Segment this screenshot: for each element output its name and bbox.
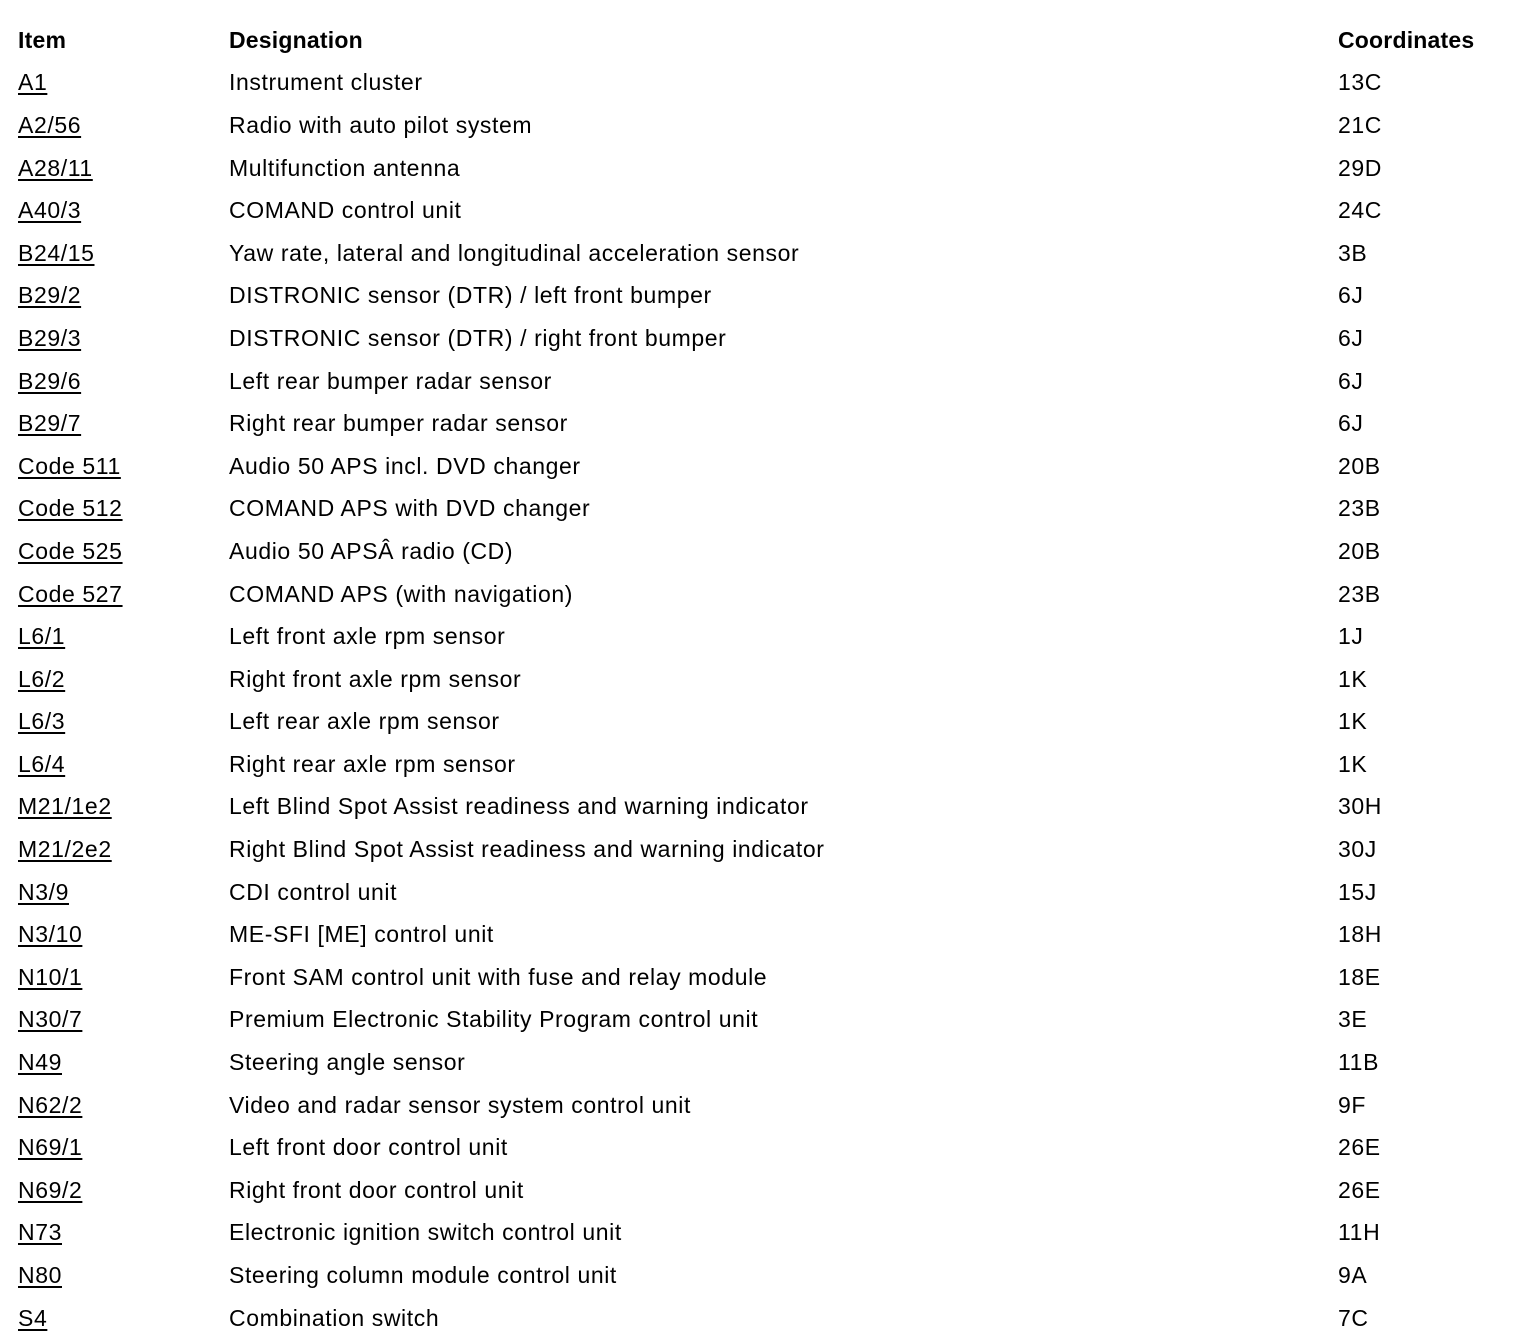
table-row [18,104,1508,147]
designation-cell: DISTRONIC sensor (DTR) / right front bumper [229,324,727,351]
item-link[interactable]: N62/2 [18,1091,83,1118]
table-row [18,913,1508,956]
item-link[interactable]: N10/1 [18,963,83,990]
item-link[interactable]: M21/2e2 [18,836,112,863]
table-row [18,232,1508,275]
item-cell [18,445,229,488]
item-cell [18,1169,229,1212]
coordinates-cell: 11B [1338,1049,1380,1076]
designation-cell: Electronic ignition switch control unit [229,1219,622,1246]
legend-table-body [18,62,1508,1340]
coordinates-cell: 26E [1338,1176,1381,1203]
designation-cell: Video and radar sensor system control unit [229,1091,692,1118]
table-row [18,1212,1508,1255]
table-row [18,62,1508,105]
coordinates-cell: 30H [1338,793,1382,820]
coordinates-cell: 13C [1338,69,1382,96]
coordinates-cell: 1K [1338,665,1368,692]
coordinates-cell: 11H [1338,1219,1381,1246]
item-link[interactable]: Code 525 [18,537,123,564]
designation-cell: COMAND control unit [229,197,462,224]
coordinates-cell: 23B [1338,495,1381,522]
table-row [18,743,1508,786]
item-cell [18,402,229,445]
header-row [18,19,1508,62]
designation-cell: COMAND APS with DVD changer [229,495,591,522]
coordinates-cell: 30J [1338,836,1377,863]
table-row [18,530,1508,573]
coordinates-cell: 9F [1338,1091,1367,1118]
item-cell [18,615,229,658]
item-link[interactable]: B29/6 [18,367,82,394]
table-row [18,615,1508,658]
table-row [18,360,1508,403]
item-cell [18,530,229,573]
table-row [18,999,1508,1042]
item-link[interactable]: L6/4 [18,750,66,777]
coordinates-cell: 3E [1338,1006,1368,1033]
item-cell [18,275,229,318]
item-link[interactable]: N69/2 [18,1176,83,1203]
table-row [18,402,1508,445]
item-cell [18,189,229,232]
coordinates-cell: 20B [1338,452,1381,479]
designation-cell: Left front door control unit [229,1134,508,1161]
item-cell [18,488,229,531]
item-cell [18,786,229,829]
coordinates-column-header: Coordinates [1338,26,1475,53]
designation-cell: Front SAM control unit with fuse and relay module [229,963,768,990]
item-cell [18,701,229,744]
designation-cell: Left Blind Spot Assist readiness and warning indicator [229,793,809,820]
item-link[interactable]: A1 [18,69,48,96]
table-row [18,828,1508,871]
designation-cell: COMAND APS (with navigation) [229,580,574,607]
item-cell [18,871,229,914]
coordinates-cell: 6J [1338,410,1364,437]
table-row [18,1084,1508,1127]
item-link[interactable]: L6/3 [18,708,66,735]
item-link[interactable]: B29/2 [18,282,82,309]
designation-cell: ME-SFI [ME] control unit [229,921,494,948]
item-link[interactable]: N69/1 [18,1134,83,1161]
item-cell [18,1041,229,1084]
coordinates-cell: 6J [1338,282,1364,309]
designation-cell: Premium Electronic Stability Program control unit [229,1006,759,1033]
table-row [18,573,1508,616]
item-cell [18,360,229,403]
item-link[interactable]: B29/7 [18,410,82,437]
designation-cell: Left rear axle rpm sensor [229,708,500,735]
coordinates-cell: 6J [1338,367,1364,394]
designation-cell: Audio 50 APS incl. DVD changer [229,452,581,479]
table-row [18,658,1508,701]
coordinates-cell: 9A [1338,1262,1368,1289]
designation-cell: Steering column module control unit [229,1262,617,1289]
item-link[interactable]: Code 511 [18,452,121,479]
item-link[interactable]: S4 [18,1304,48,1331]
coordinates-cell: 26E [1338,1134,1381,1161]
table-row [18,1297,1508,1340]
designation-cell: Radio with auto pilot system [229,111,533,138]
item-link[interactable]: A40/3 [18,197,82,224]
table-row [18,488,1508,531]
item-cell [18,999,229,1042]
item-cell [18,1212,229,1255]
item-link[interactable]: Code 512 [18,495,123,522]
item-cell [18,62,229,105]
table-row [18,147,1508,190]
designation-cell: Steering angle sensor [229,1049,466,1076]
item-cell [18,317,229,360]
designation-cell: Right rear axle rpm sensor [229,750,516,777]
coordinates-cell: 3B [1338,239,1368,266]
item-link[interactable]: N3/9 [18,878,69,905]
item-cell [18,956,229,999]
item-link[interactable]: B29/3 [18,324,82,351]
designation-cell: Right rear bumper radar sensor [229,410,568,437]
table-row [18,317,1508,360]
coordinates-cell: 21C [1338,111,1382,138]
coordinates-cell: 20B [1338,537,1381,564]
coordinates-cell: 6J [1338,324,1364,351]
coordinates-cell: 18E [1338,963,1381,990]
item-link[interactable]: A2/56 [18,111,82,138]
designation-cell: Left rear bumper radar sensor [229,367,552,394]
item-link[interactable]: L6/1 [18,623,66,650]
item-cell [18,828,229,871]
item-link[interactable]: N73 [18,1219,62,1246]
item-link[interactable]: N30/7 [18,1006,83,1033]
designation-column-header: Designation [229,26,363,53]
table-row [18,1254,1508,1297]
item-cell [18,1254,229,1297]
coordinates-cell: 1J [1338,623,1364,650]
item-cell [18,147,229,190]
coordinates-cell: 7C [1338,1304,1369,1331]
item-cell [18,573,229,616]
coordinates-cell: 15J [1338,878,1377,905]
item-link[interactable]: N3/10 [18,921,83,948]
table-row [18,786,1508,829]
table-row [18,189,1508,232]
table-row [18,701,1508,744]
item-cell [18,658,229,701]
coordinates-cell: 24C [1338,197,1382,224]
item-cell [18,913,229,956]
designation-cell: Audio 50 APSÂ radio (CD) [229,537,514,564]
designation-cell: Combination switch [229,1304,440,1331]
designation-cell: DISTRONIC sensor (DTR) / left front bumper [229,282,712,309]
legend-table-header [18,19,1508,62]
item-cell [18,743,229,786]
item-link[interactable]: N80 [18,1262,62,1289]
coordinates-cell: 29D [1338,154,1382,181]
item-link[interactable]: Code 527 [18,580,123,607]
table-row [18,871,1508,914]
item-cell [18,1126,229,1169]
designation-cell: Right front door control unit [229,1176,524,1203]
item-link[interactable]: N49 [18,1049,62,1076]
table-row [18,445,1508,488]
item-cell [18,232,229,275]
designation-cell: Yaw rate, lateral and longitudinal acceleration sensor [229,239,800,266]
coordinates-cell: 1K [1338,750,1368,777]
table-row [18,1169,1508,1212]
item-link[interactable]: A28/11 [18,154,93,181]
item-column-header: Item [18,26,67,53]
designation-cell: CDI control unit [229,878,398,905]
designation-cell: Multifunction antenna [229,154,461,181]
item-link[interactable]: B24/15 [18,239,95,266]
coordinates-cell: 18H [1338,921,1382,948]
designation-cell: Right front axle rpm sensor [229,665,522,692]
table-row [18,956,1508,999]
item-link[interactable]: M21/1e2 [18,793,112,820]
designation-cell: Left front axle rpm sensor [229,623,506,650]
item-link[interactable]: L6/2 [18,665,66,692]
designation-cell: Right Blind Spot Assist readiness and warning indicator [229,836,825,863]
designation-cell: Instrument cluster [229,69,423,96]
table-row [18,275,1508,318]
component-legend-table [18,19,1508,1339]
coordinates-cell: 23B [1338,580,1381,607]
table-row [18,1041,1508,1084]
item-cell [18,1084,229,1127]
item-cell [18,1297,229,1340]
coordinates-cell: 1K [1338,708,1368,735]
table-row [18,1126,1508,1169]
item-cell [18,104,229,147]
